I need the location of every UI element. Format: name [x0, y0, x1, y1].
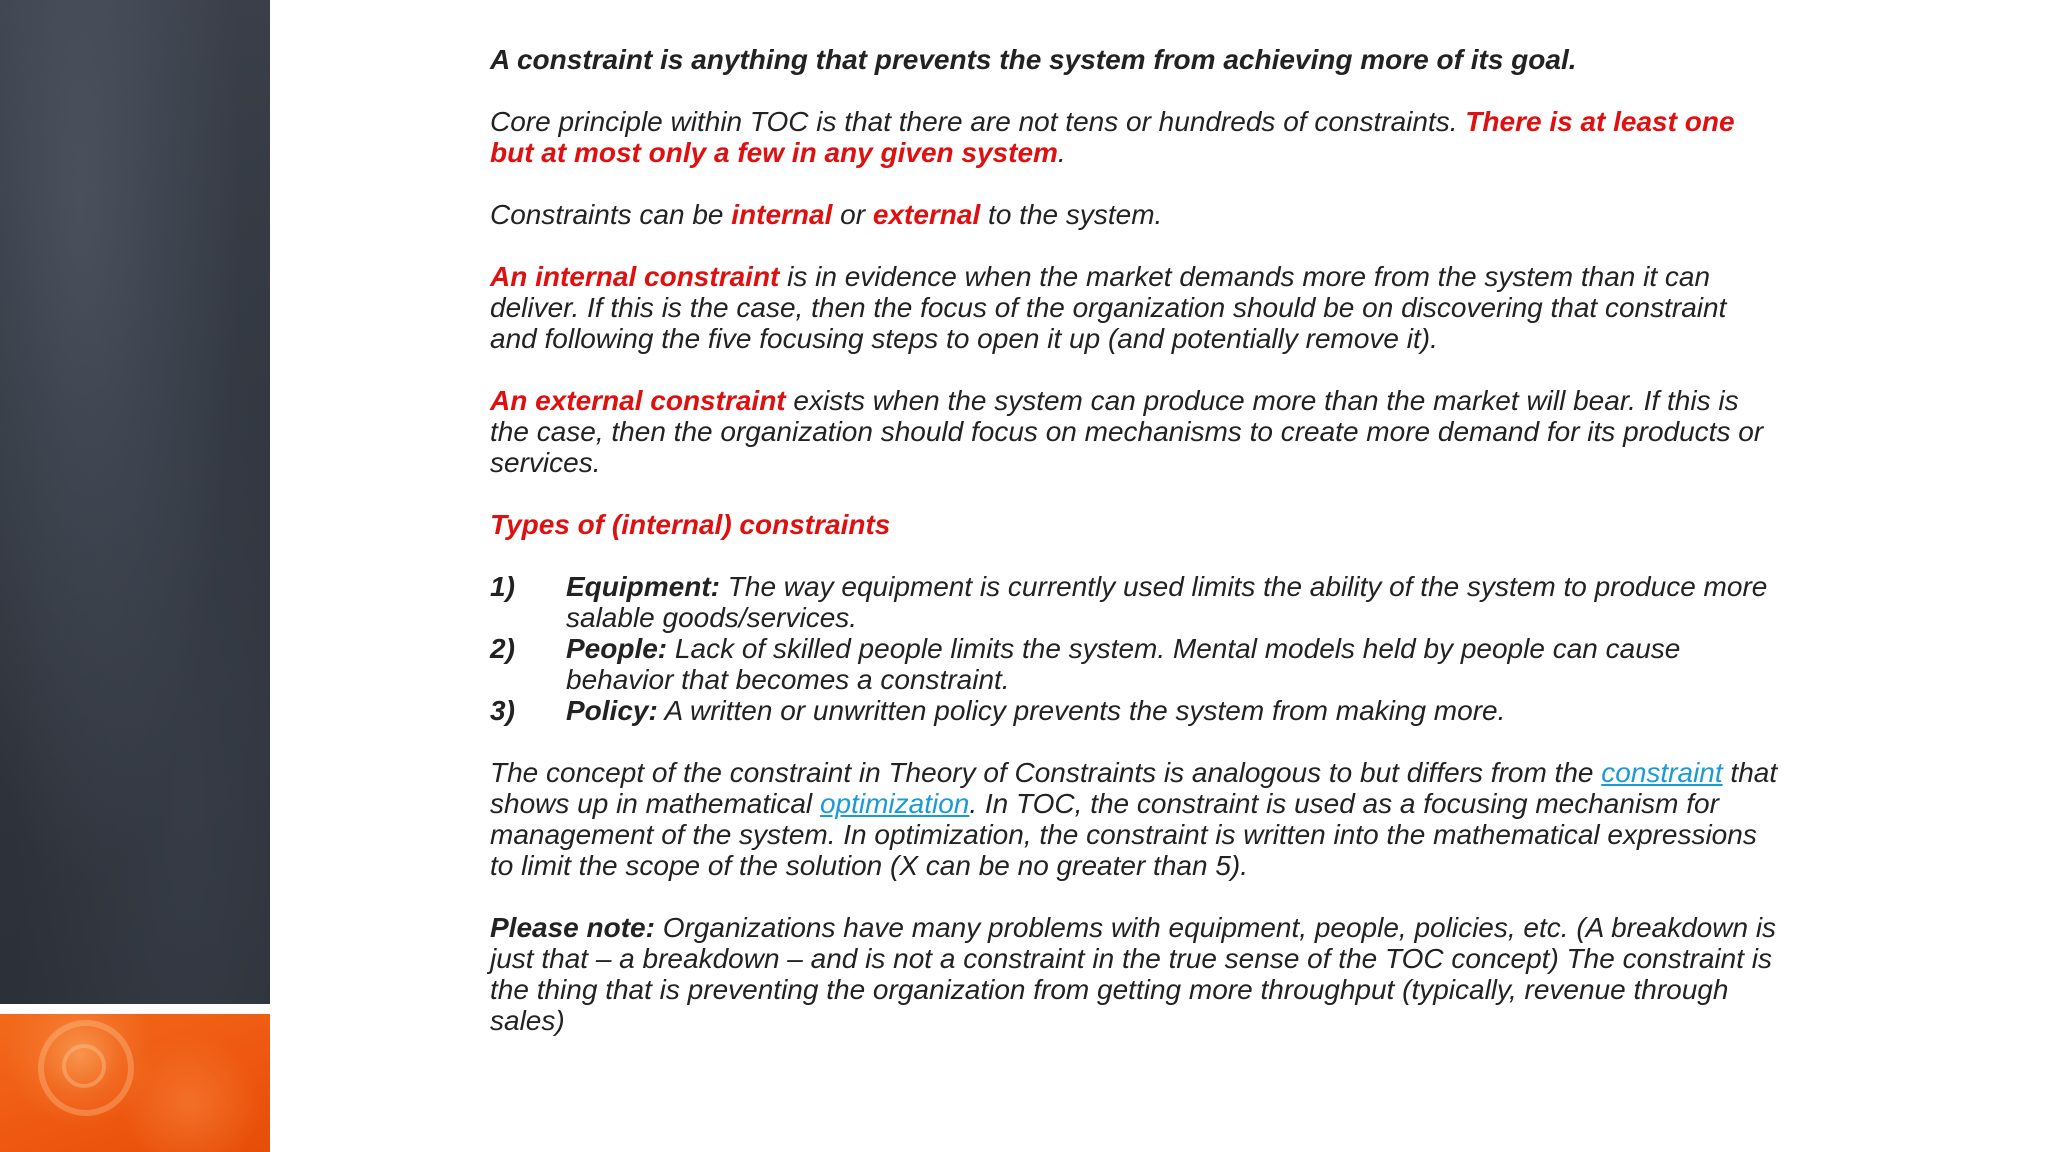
slide-content	[490, 44, 1780, 1067]
sidebar-orange-panel	[0, 1014, 270, 1152]
constraint-definition: A constraint is anything that prevents the system from achieving more of its goal.	[490, 44, 1577, 75]
constraint-link[interactable]: constraint	[1601, 757, 1723, 788]
please-note-paragraph: Please note: Organizations have many problems with equipment, people, policies, etc. (A breakdown is just that – a breakdown – and is not a constraint in the true sense of the TOC concept) The constraint is the thing that is preventing the organization from getting more throughput (typically, revenue through sales)	[490, 912, 1777, 1036]
sidebar-dark-panel	[0, 0, 270, 1004]
list-item: 1) Equipment: The way equipment is currently used limits the ability of the system to produce more salable goods/services.	[490, 571, 1768, 633]
core-principle: Core principle within TOC is that there are not tens or hundreds of constraints. There is at least one but at most only a few in any given system.	[490, 106, 1735, 168]
types-list	[490, 571, 1780, 726]
optimization-link[interactable]: optimization	[819, 788, 970, 819]
sidebar-divider	[0, 1004, 270, 1014]
toc-concept-paragraph: The concept of the constraint in Theory of Constraints is analogous to but differs from the constraint that shows up in mathematical optimization. In TOC, the constraint is used as a focusing mechanism for management of the system. In optimization, the constraint is written into the mathematical expressions to limit the scope of the solution (X can be no greater than 5).	[490, 757, 1778, 881]
list-item: 3) Policy: A written or unwritten policy prevents the system from making more.	[490, 695, 1506, 726]
list-item: 2) People: Lack of skilled people limits the system. Mental models held by people can cause behavior that becomes a constraint.	[490, 633, 1681, 695]
internal-constraint-paragraph: An internal constraint is in evidence when the market demands more from the system than it can deliver. If this is the case, then the focus of the organization should be on discovering that constraint and following the five focusing steps to open it up (and potentially remove it).	[490, 261, 1727, 354]
types-heading: Types of (internal) constraints	[490, 509, 891, 540]
internal-external-line: Constraints can be internal or external to the system.	[490, 199, 1163, 230]
decorative-inner-circle-icon	[62, 1044, 106, 1088]
external-constraint-paragraph: An external constraint exists when the system can produce more than the market will bear. If this is the case, then the organization should focus on mechanisms to create more demand for its products or services.	[490, 385, 1764, 478]
